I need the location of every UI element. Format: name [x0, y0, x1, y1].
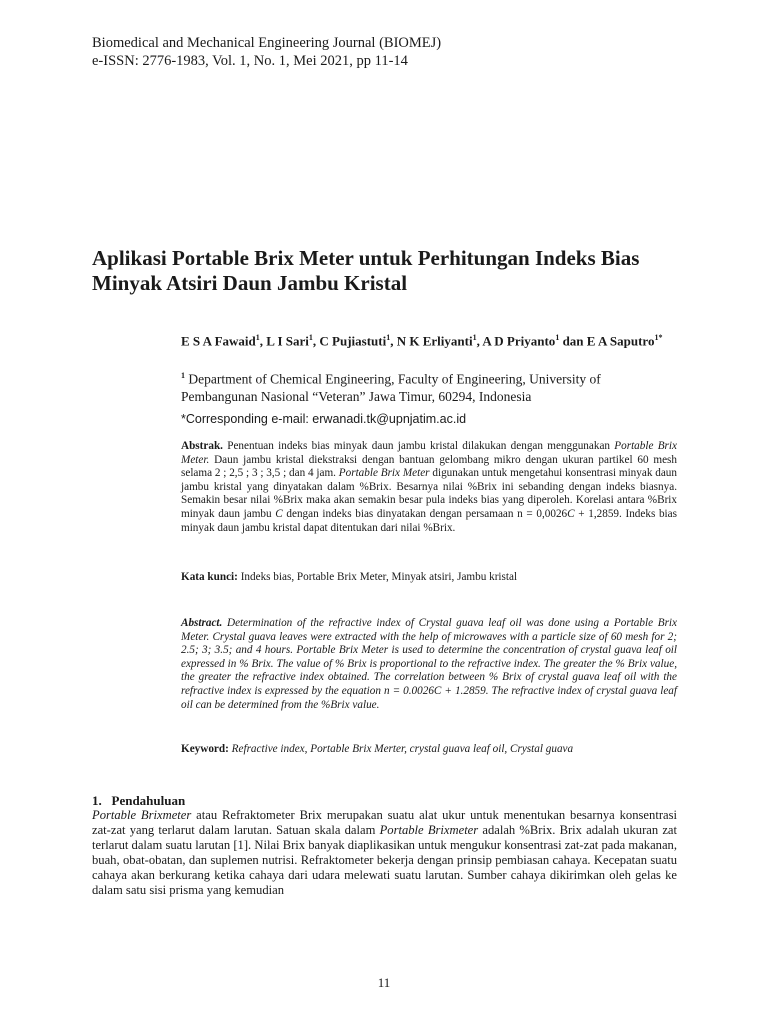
author-separator: , — [476, 333, 483, 349]
affiliation-line-1: Department of Chemical Engineering, Faculty of Engineering, University of — [188, 371, 601, 387]
abstrak-label: Abstrak. — [181, 440, 223, 452]
section-heading — [92, 793, 185, 809]
body-italic: Portable Brixmeter — [379, 823, 479, 838]
author-name: C Pujiastuti — [319, 333, 387, 349]
abstrak-italic: C — [275, 507, 283, 520]
author-sup: 1 — [308, 333, 313, 342]
corresponding-email: *Corresponding e-mail: erwanadi.tk@upnjatim.ac.id — [181, 412, 467, 426]
body-italic: Portable Brixmeter — [92, 808, 192, 822]
affiliation — [181, 367, 681, 405]
abstrak-italic: Portable Brix Meter. — [181, 440, 677, 466]
abstrak-italic: C — [567, 507, 575, 520]
body-paragraph — [92, 808, 677, 899]
kata-kunci-text: Indeks bias, Portable Brix Meter, Minyak atsiri, Jambu kristal — [237, 571, 518, 583]
abstract-paragraph — [181, 617, 677, 712]
author-separator: , — [312, 333, 320, 349]
author-name: L I Sari — [266, 333, 309, 349]
author-separator: dan — [559, 333, 587, 349]
author-sup: 1 — [386, 333, 391, 342]
abstrak-paragraph — [181, 440, 677, 535]
title-line-1: Aplikasi Portable Brix Meter untuk Perhitungan Indeks Bias — [92, 246, 640, 270]
journal-header — [92, 34, 441, 70]
author-sup: 1 — [555, 333, 560, 342]
author-name: A D Priyanto — [482, 333, 556, 349]
affiliation-line-2: Pembangunan Nasional “Veteran” Jawa Timur, 60294, Indonesia — [181, 388, 532, 404]
affiliation-sup: 1 — [181, 371, 185, 380]
paper-title — [92, 246, 692, 296]
section-title: Pendahuluan — [111, 793, 186, 808]
title-line-2: Minyak Atsiri Daun Jambu Kristal — [92, 271, 408, 295]
body-text: adalah %Brix. Brix adalah ukuran zat terlarut dalam suatu larutan [1]. Nilai Brix banyak diaplikasikan untuk mengukur konsentrasi zat-zat pada makanan, buah, obat-obatan, dan suplemen nutrisi. Refraktometer bekerja dengan prinsip pembiasan cahaya. Kecepatan suatu cahaya akan berkurang ketika cahaya dari udara melewati suatu larutan. Sumber cahaya dikirimkan oleh gelas ke dalam satu sisi prisma yang kemudian — [92, 823, 678, 898]
abstrak-text: dengan indeks bias dinyatakan dengan persamaan n = 0,0026 — [282, 507, 568, 520]
body-text: atau Refraktometer Brix merupakan suatu alat ukur untuk menentukan besarnya konsentrasi zat-zat yang terlarut dalam larutan. Satuan skala dalam — [92, 808, 677, 838]
author-name: N K Erliyanti — [396, 333, 473, 349]
abstract-label: Abstract. — [181, 617, 223, 629]
keywords — [181, 743, 677, 757]
abstract-text: Determination of the refractive index of Crystal guava leaf oil was done using a Portable Brix Meter. Crystal guava leaves were extracted with the help of microwaves with a particle size of 60 mesh for 2; 2.5; 3; 3.5; and 4 hours. Portable Brix Meter is used to determine the concentration of crystal guava leaf oil expressed in % Brix. The value of % Brix is proportional to the refractive index. The greater the % Brix value, the greater the refractive index obtained. The correlation between % Brix of crystal guava leaf oil with the refractive index is expressed by the equation n = 0.0026C + 1.2859. The refractive index of crystal guava leaf oil can be determined from the %Brix value. — [181, 617, 677, 711]
section-number: 1. — [92, 793, 102, 808]
keyword-label: Keyword: — [181, 743, 229, 755]
author-separator: , — [390, 333, 397, 349]
author-name: E A Saputro — [586, 333, 655, 349]
author-sup: 1 — [472, 333, 477, 342]
journal-issn: e-ISSN: 2776-1983, Vol. 1, No. 1, Mei 2021, pp 11-14 — [92, 53, 408, 69]
abstrak-text: Penentuan indeks bias minyak daun jambu kristal dilakukan dengan menggunakan — [222, 440, 615, 452]
abstrak-text: digunakan untuk mengetahui konsentrasi minyak daun jambu kristal yang dinyatakan dalam %Brix. Besarnya nilai %Brix ini sebanding dengan indeks biasnya. Semakin besar nilai %Brix maka akan semakin besar pula indeks bias yang diperoleh. Korelasi antara %Brix minyak daun jambu — [181, 467, 677, 520]
author-list — [181, 329, 681, 349]
abstrak-text: Daun jambu kristal diekstraksi dengan bantuan gelombang mikro dengan ukuran partikel 60 mesh selama 2 ; 2,5 ; 3 ; 3,5 ; dan 4 jam. — [181, 453, 677, 480]
page-number: 11 — [377, 975, 391, 990]
kata-kunci-label: Kata kunci: — [181, 571, 238, 583]
keyword-text: Refractive index, Portable Brix Merter, crystal guava leaf oil, Crystal guava — [228, 743, 574, 755]
abstrak-italic: Portable Brix Meter — [338, 467, 430, 480]
author-name: E S A Fawaid — [181, 333, 256, 349]
kata-kunci — [181, 571, 677, 585]
abstrak-text: + 1,2859. Indeks bias minyak daun jambu kristal dapat ditentukan dari nilai %Brix. — [181, 507, 677, 534]
author-separator: , — [259, 333, 267, 349]
author-sup: 1* — [654, 333, 663, 342]
journal-name: Biomedical and Mechanical Engineering Journal (BIOMEJ) — [92, 35, 442, 51]
author-sup: 1 — [255, 333, 260, 342]
